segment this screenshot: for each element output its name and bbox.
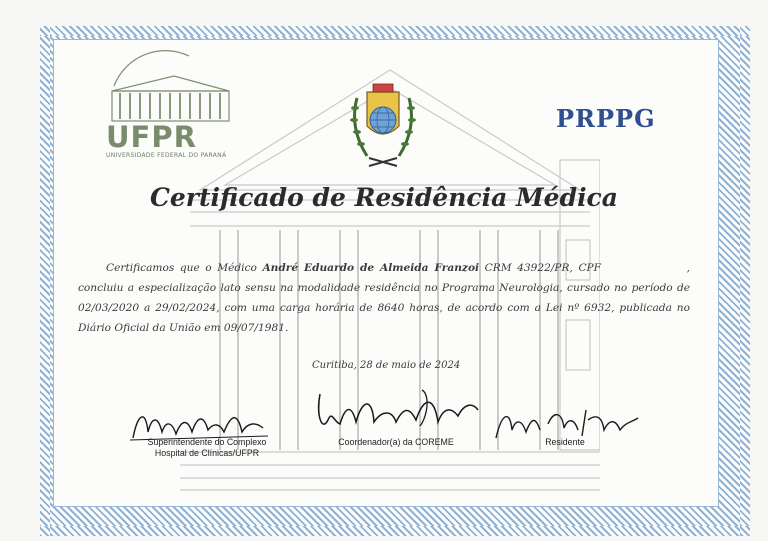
body-details: , concluiu a especialização lato sensu na modalidade residência no Programa Neurologia, cursado no período de 02/03/2020 a 29/02/2024, com uma carga horária de 8640 horas, de acordo com a Lei nº 6932, publicada no Diário Oficial da União em 09/07/1981. [78,262,690,334]
body-credentials: CRM 43922/PR, CPF [479,262,607,274]
recipient-name: André Eduardo de Almeida Franzoi [262,262,480,274]
ufpr-logo-subtitle: UNIVERSIDADE FEDERAL DO PARANÁ [106,152,227,159]
signature-label-resident: Residente [545,437,585,447]
signature-label-line1: Superintendente do Complexo [147,437,267,447]
prppg-header: PRPPG [556,104,656,133]
signature-label-superintendent [132,437,282,459]
signature-coordinator [312,386,482,438]
crest-emblem-icon [345,78,421,170]
certificate-title: Certificado de Residência Médica [150,183,618,212]
signature-label-line2: Hospital de Clínicas/UFPR [154,448,260,458]
body-intro: Certificamos que o Médico [106,262,263,274]
signature-label-coordinator: Coordenador(a) da COREME [338,437,454,447]
issue-date: Curitiba, 28 de maio de 2024 [312,360,461,371]
ufpr-logo-text: UFPR [106,120,197,154]
certificate-body [78,258,690,338]
